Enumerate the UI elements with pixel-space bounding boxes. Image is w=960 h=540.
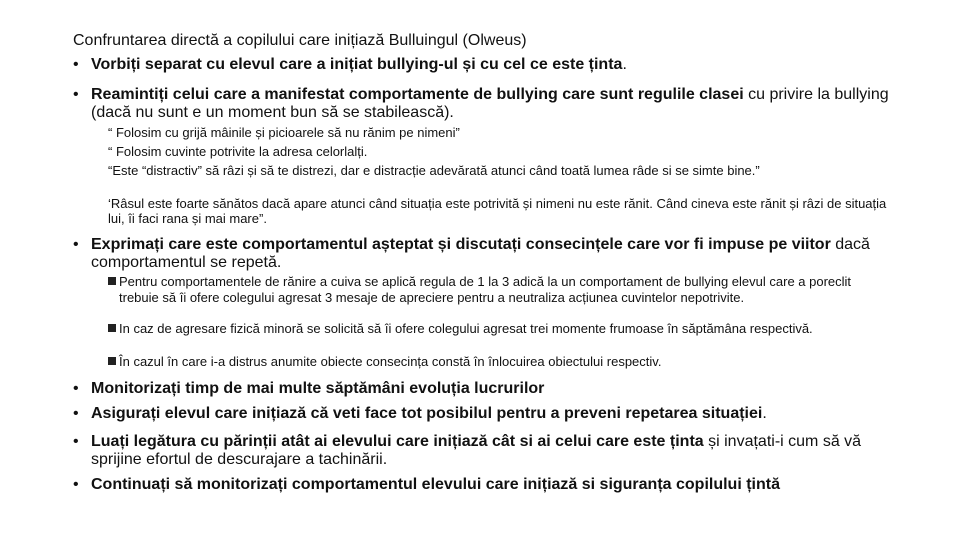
quote-item: ‘Râsul este foarte sănătos dacă apare atunci când situația este potrivită și nimeni nu este rănit. Când cineva este rănit și râzi de situația lui, îi faci rana și mai mare”. [108,196,887,226]
bullet-bold: Luați legătura cu părinții atât ai elevului care inițiază cât si ai celui care este ținta [91,433,704,450]
rule-text: In caz de agresare fizică minoră se solicită să îi ofere colegului agresat trei momente frumoase în săptămâna respectivă. [119,321,813,336]
bullet-rest: dacă comportamentul se repetă. [91,236,870,271]
square-bullet-icon [108,357,116,365]
bullet-remind-rules [73,86,913,122]
bullet-text [91,476,913,494]
rule-text: În cazul în care i-a distrus anumite obiecte consecința constă în înlocuirea obiectului respectiv. [119,354,662,369]
slide-title: Confruntarea directă a copilului care inițiază Bulluingul (Olweus) [73,32,527,49]
rule-item [108,354,888,370]
bullet-bold: Continuați să monitorizați comportamentul elevului care inițiază si siguranța copilului țintă [91,476,780,493]
bullet-bold: Monitorizați timp de mai multe săptămâni evoluția lucrurilor [91,380,545,397]
bullet-bold: Asigurați elevul care inițiază că veti face tot posibilul pentru a preveni repetarea situației [91,405,763,422]
bullet-dot: • [73,56,79,73]
bullet-reassure [73,405,913,423]
bullet-dot: • [73,380,79,397]
bullet-bold: Reamintiți celui care a manifestat comportamente de bullying care sunt regulile clasei [91,86,744,103]
bullet-text [91,86,913,122]
bullet-dot: • [73,433,79,450]
bullet-text [91,236,913,272]
bullet-text [91,433,913,469]
bullet-monitor [73,380,913,398]
bullet-rest: . [762,405,767,422]
bullet-talk-separately [73,56,913,74]
bullet-dot: • [73,476,79,493]
rule-item [108,321,888,337]
bullet-dot: • [73,405,79,422]
bullet-dot: • [73,236,79,253]
rule-item [108,274,888,305]
bullet-dot: • [73,86,79,103]
quote-item: “ Folosim cuvinte potrivite la adresa celorlalți. [108,144,368,159]
quote-item: “Este “distractiv” să râzi și să te distrezi, dar e distracție adevărată atunci când toată lumea râde si se simte bine.” [108,163,760,178]
square-bullet-icon [108,324,116,332]
bullet-bold: Exprimați care este comportamentul așteptat și discutați consecințele care vor fi impuse pe viitor [91,236,831,253]
square-bullet-icon [108,277,116,285]
bullet-text [91,380,913,398]
bullet-text [91,405,913,423]
quote-item: “ Folosim cu grijă mâinile și picioarele să nu rănim pe nimeni” [108,125,460,140]
bullet-bold: Vorbiți separat cu elevul care a inițiat bullying-ul și cu cel ce este ținta [91,56,623,73]
bullet-rest: și invațati-i cum să vă sprijine efortul de descurajare a tachinării. [91,433,862,468]
bullet-rest: cu privire la bullying (dacă nu sunt e un moment bun să se stabilească). [91,86,889,121]
bullet-rest: . [622,56,627,73]
bullet-expected-behavior [73,236,913,272]
bullet-text [91,56,913,74]
bullet-contact-parents [73,433,913,469]
rule-text: Pentru comportamentele de rănire a cuiva se aplică regula de 1 la 3 adică la un comportament de bullying elevul care a poreclit trebuie să îi ofere colegului agresat 3 mesaje de apreciere pentru a neutraliza acțiunea cuvintelor nepotrivite. [119,274,852,305]
bullet-continue-monitoring [73,476,913,494]
